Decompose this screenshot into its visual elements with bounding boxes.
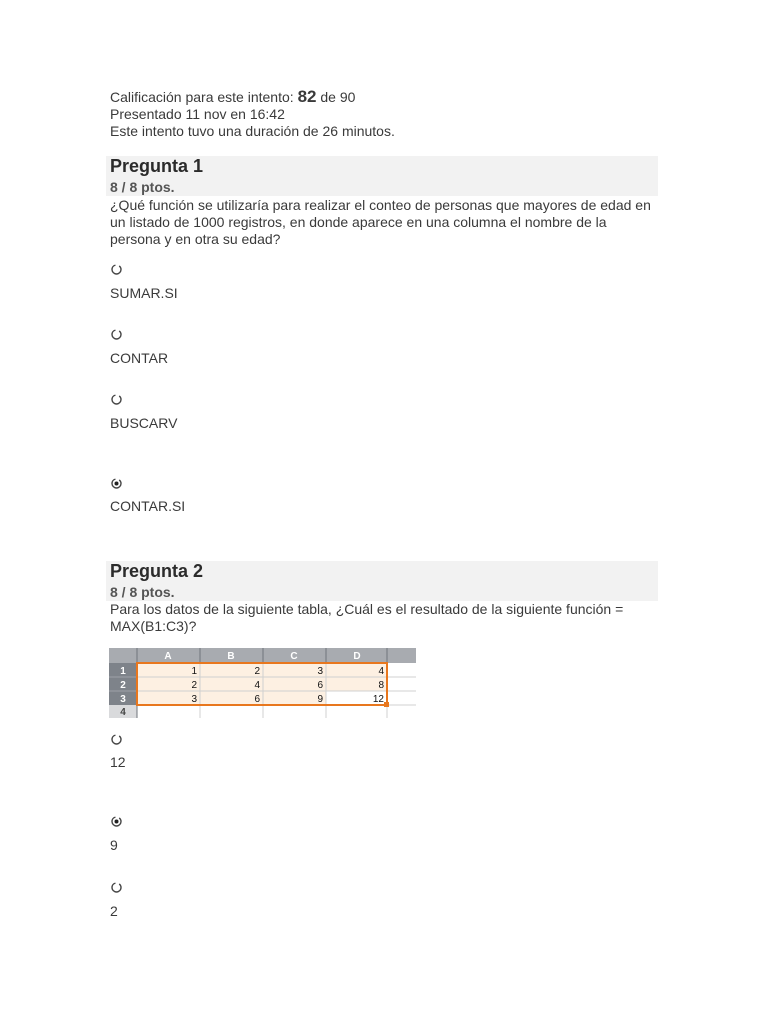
radio-unselected-icon[interactable] [110,881,123,894]
question-1-header [106,156,658,196]
table-cell-b3: 6 [254,694,260,705]
table-cell-d1: 4 [378,666,384,677]
row-header-2: 2 [120,680,126,691]
submitted-date: Presentado 11 nov en 16:42 [110,106,285,122]
score-prefix: Calificación para este intento: [110,89,294,105]
row-header-1: 1 [120,666,126,677]
score-value: 82 [297,87,317,106]
table-cell-a2: 2 [191,680,197,691]
spreadsheet-table-image [109,645,416,718]
table-cell-c2: 6 [317,680,323,691]
question-2-title: Pregunta 2 [110,561,204,581]
attempt-summary [110,88,395,140]
question-2-text: Para los datos de la siguiente tabla, ¿Cuál es el resultado de la siguiente función = MAX(B1:C3)? [110,601,624,634]
table-cell-c3: 9 [317,694,323,705]
radio-unselected-icon[interactable] [110,263,123,276]
answer-option: 9 [110,837,118,853]
score-line [110,88,395,106]
answer-option: 2 [110,903,118,919]
question-2-points: 8 / 8 ptos. [110,584,175,600]
answer-option: 12 [110,754,126,770]
table-cell-b2: 4 [254,680,260,691]
column-header-d: D [353,651,361,662]
question-1-text: ¿Qué función se utilizaría para realizar el conteo de personas que mayores de edad en un listado de 1000 registros, en donde aparece en una columna el nombre de la persona y en otra su edad? [110,197,651,247]
answer-option: SUMAR.SI [110,285,178,301]
question-1-points: 8 / 8 ptos. [110,179,175,195]
column-header-c: C [290,651,298,662]
radio-unselected-icon[interactable] [110,393,123,406]
score-suffix: de 90 [320,89,356,105]
table-cell-a3: 3 [191,694,197,705]
column-header-b: B [227,651,235,662]
question-1-title: Pregunta 1 [110,156,204,176]
row-header-3: 3 [120,694,126,705]
table-cell-a1: 1 [191,666,197,677]
table-cell-b1: 2 [254,666,260,677]
answer-option: CONTAR [110,350,169,366]
table-cell-d2: 8 [378,680,384,691]
row-header-4: 4 [120,707,126,718]
table-cell-d3: 12 [372,694,384,705]
attempt-duration: Este intento tuvo una duración de 26 minutos. [110,123,395,139]
question-2-header [106,561,658,601]
answer-option: CONTAR.SI [110,498,186,514]
radio-unselected-icon[interactable] [110,733,123,746]
answer-option: BUSCARV [110,415,178,431]
table-cell-c1: 3 [317,666,323,677]
radio-unselected-icon[interactable] [110,328,123,341]
radio-selected-icon[interactable] [110,815,123,828]
radio-selected-icon[interactable] [110,477,123,490]
column-header-a: A [164,651,172,662]
